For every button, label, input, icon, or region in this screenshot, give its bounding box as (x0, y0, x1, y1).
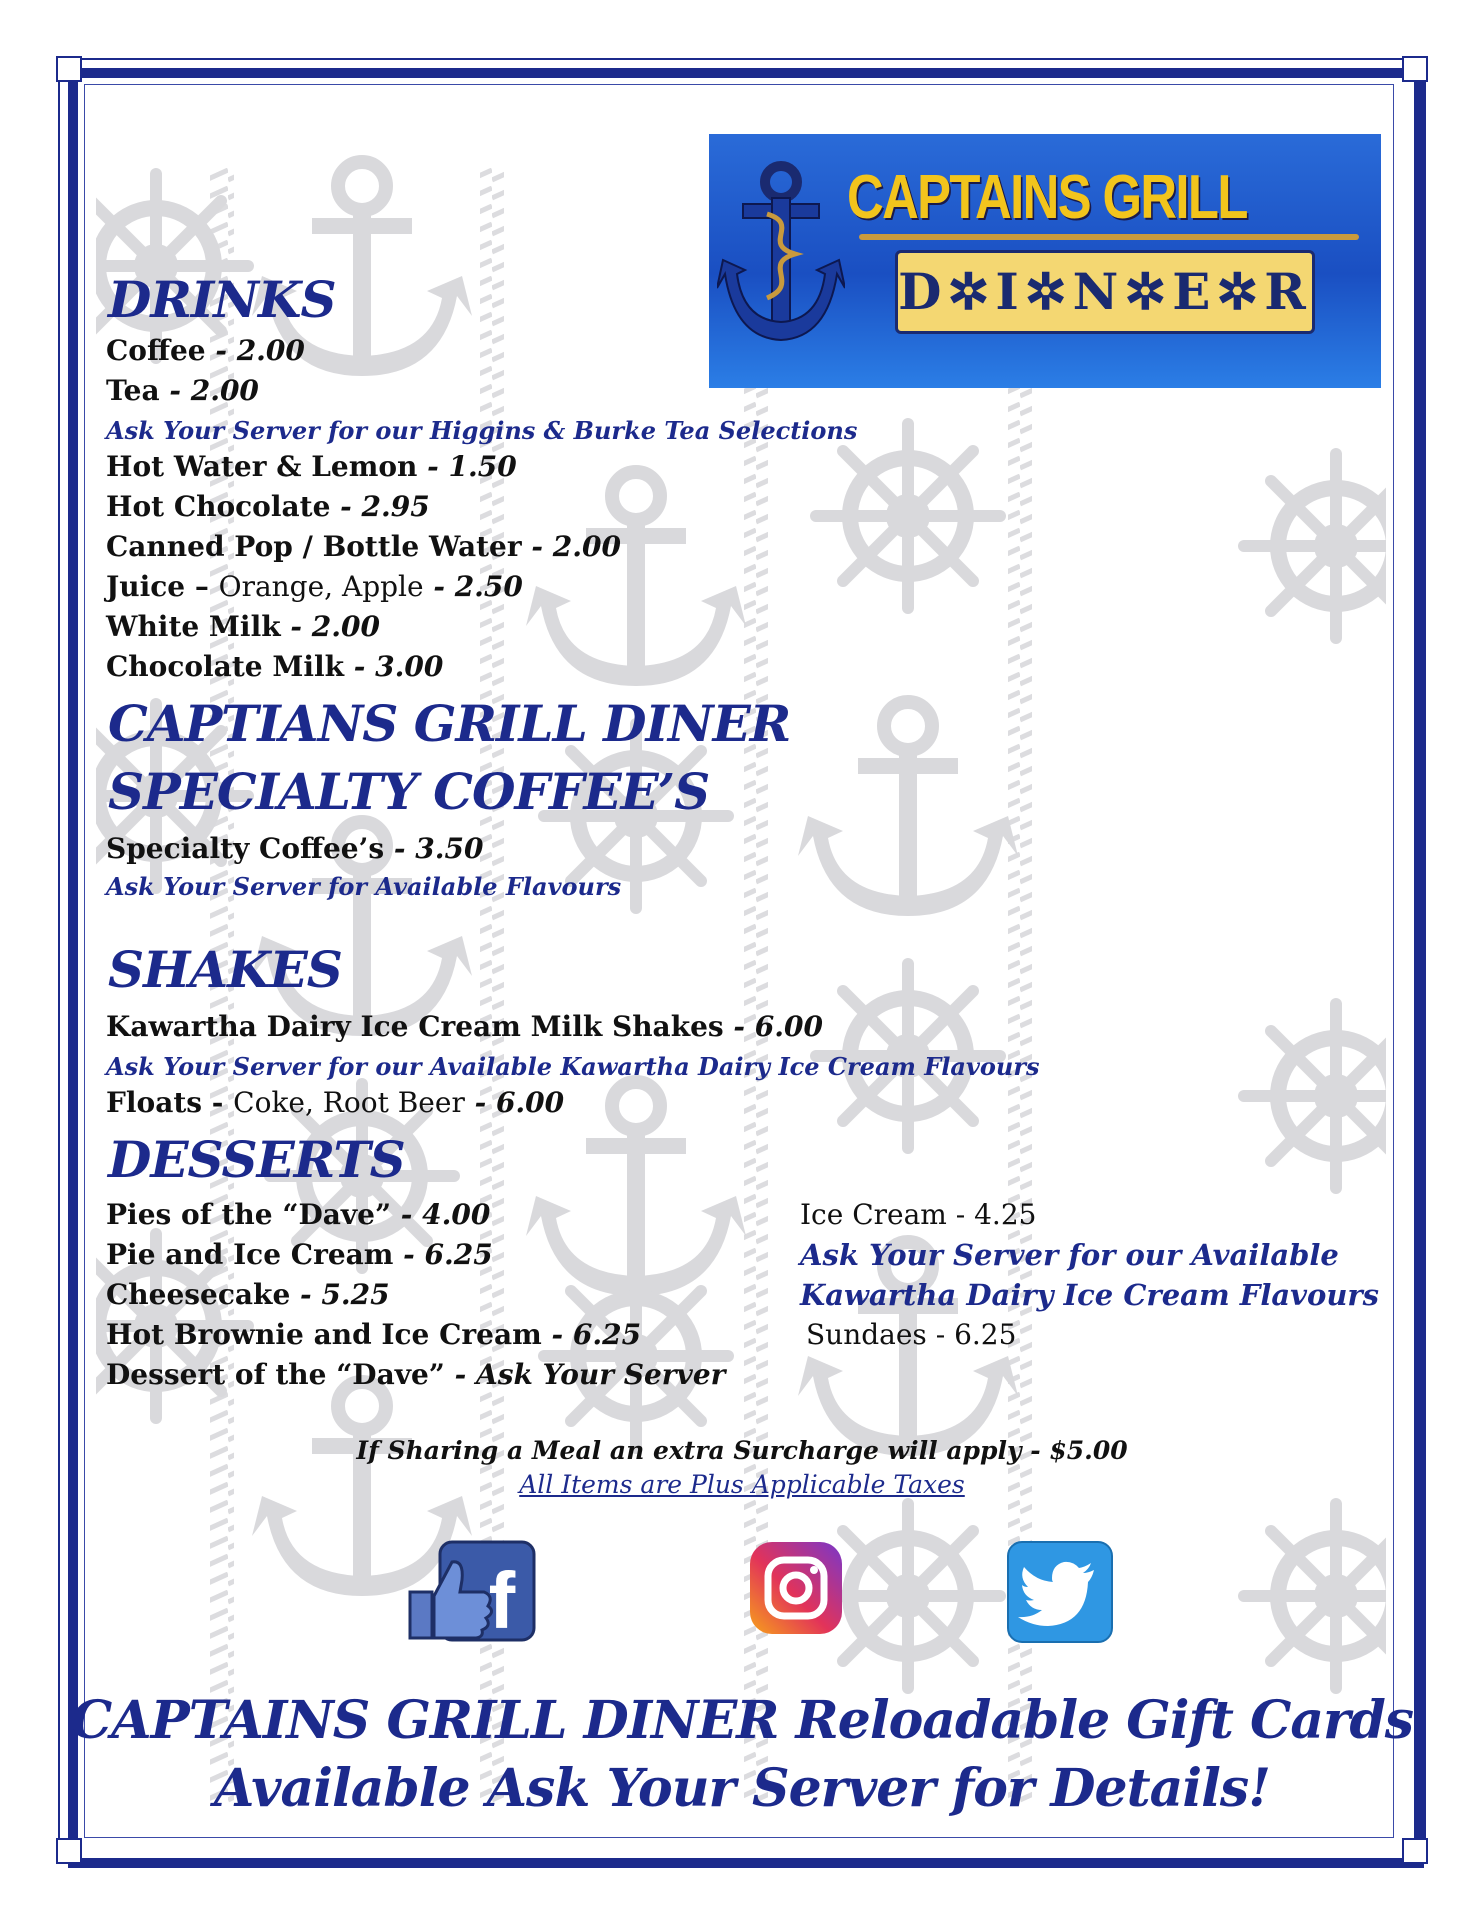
item-price: - 2.50 (423, 570, 523, 603)
menu-item (106, 1318, 641, 1351)
menu-item (106, 1010, 823, 1043)
item-name: Hot Brownie and Ice Cream (106, 1318, 542, 1351)
tea-note: Ask Your Server for our Higgins & Burke Tea Selections (106, 416, 858, 445)
menu-item (106, 1238, 493, 1271)
drinks-heading: DRINKS (108, 270, 336, 329)
item-price: - 4.00 (391, 1198, 491, 1231)
shakes-heading: SHAKES (108, 940, 342, 999)
item-description: Coke, Root Beer (233, 1086, 465, 1119)
item-price: - 3.50 (384, 832, 484, 865)
menu-item (106, 530, 621, 563)
item-name: Hot Water & Lemon (106, 450, 418, 483)
item-name: Cheesecake (106, 1278, 291, 1311)
menu-item (106, 570, 523, 603)
item-name: Pie and Ice Cream (106, 1238, 394, 1271)
item-price: - 6.00 (723, 1010, 823, 1043)
menu-item (106, 1278, 390, 1311)
item-price: - 2.00 (280, 610, 380, 643)
item-price: - 2.00 (521, 530, 621, 563)
menu-item (106, 610, 380, 643)
ice-cream-note-line1: Ask Your Server for our Available (800, 1238, 1339, 1272)
item-name: Pies of the “Dave” (106, 1198, 392, 1231)
item-price: - 6.25 (541, 1318, 642, 1351)
item-price: - 1.50 (417, 450, 517, 483)
item-price: - 6.25 (393, 1238, 493, 1271)
item-name: Ice Cream (800, 1198, 947, 1231)
menu-item (106, 832, 483, 865)
taxes-link[interactable]: All Items are Plus Applicable Taxes (519, 1470, 965, 1499)
instagram-icon[interactable] (748, 1540, 844, 1644)
facebook-icon[interactable] (404, 1540, 536, 1644)
item-price: - 6.00 (464, 1086, 565, 1119)
shakes-note: Ask Your Server for our Available Kawartha Dairy Ice Cream Flavours (106, 1052, 1040, 1081)
item-price: - 2.00 (159, 374, 259, 407)
menu-item (106, 1358, 725, 1391)
item-name: Kawartha Dairy Ice Cream Milk Shakes (106, 1010, 724, 1043)
item-name: Chocolate Milk (106, 650, 344, 683)
item-name: Hot Chocolate (106, 490, 331, 523)
twitter-icon[interactable] (1006, 1540, 1114, 1644)
item-name: White Milk (106, 610, 281, 643)
item-price: - 2.95 (330, 490, 430, 523)
menu-item (806, 1318, 1016, 1351)
specialty-heading-line1: CAPTIANS GRILL DINER (108, 694, 791, 753)
ice-cream-note-line2: Kawartha Dairy Ice Cream Flavours (800, 1278, 1380, 1312)
item-price: - 2.00 (205, 334, 305, 367)
menu-item (106, 450, 517, 483)
item-name: Coffee (106, 334, 206, 367)
item-price: - Ask Your Server (444, 1358, 726, 1391)
item-name: Sundaes (806, 1318, 927, 1351)
item-price: - 6.25 (926, 1318, 1017, 1351)
item-price: - 4.25 (946, 1198, 1037, 1231)
item-name: Juice (106, 570, 186, 603)
item-price: - 3.00 (344, 650, 444, 683)
gift-cards-subheadline: Available Ask Your Server for Details! (214, 1758, 1270, 1819)
flavours-note: Ask Your Server for Available Flavours (106, 872, 622, 901)
item-separator: - (202, 1086, 234, 1119)
item-name: Floats (106, 1086, 203, 1119)
item-name: Canned Pop / Bottle Water (106, 530, 522, 563)
gift-cards-headline: CAPTAINS GRILL DINER Reloadable Gift Cards (70, 1690, 1414, 1751)
menu-item (106, 334, 305, 367)
item-name: Dessert of the “Dave” (106, 1358, 445, 1391)
item-name: Tea (106, 374, 160, 407)
menu-item (106, 374, 259, 407)
item-price: - 5.25 (290, 1278, 390, 1311)
menu-item (106, 1198, 490, 1231)
sharing-surcharge-note: If Sharing a Meal an extra Surcharge will apply - $5.00 (356, 1436, 1128, 1465)
item-separator: – (185, 570, 219, 603)
desserts-heading: DESSERTS (108, 1130, 405, 1189)
logo-subtitle: D✲I✲N✲E✲R (895, 250, 1315, 334)
item-description: Orange, Apple (218, 570, 424, 603)
menu-item (106, 490, 430, 523)
logo-title: CAPTAINS GRILL (847, 163, 1247, 232)
menu-item (106, 1086, 564, 1119)
specialty-heading-line2: SPECIALTY COFFEE’S (108, 762, 710, 821)
item-name: Specialty Coffee’s (106, 832, 385, 865)
menu-item (800, 1198, 1036, 1231)
menu-item (106, 650, 443, 683)
facebook-letter: f (488, 1556, 516, 1644)
